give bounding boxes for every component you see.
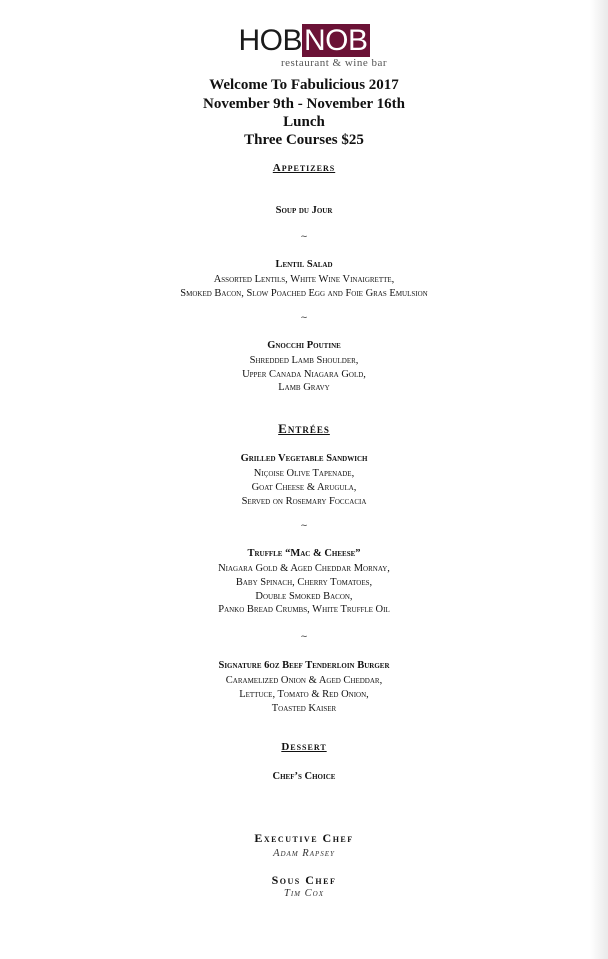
meal-type: Lunch bbox=[283, 114, 325, 130]
dish-desc: Niagara Gold & Aged Cheddar Mornay, bbox=[218, 563, 390, 574]
dish-desc: Lamb Gravy bbox=[278, 382, 330, 393]
dish-desc: Caramelized Onion & Aged Cheddar, bbox=[225, 675, 383, 686]
executive-chef-name: Adam Rapsey bbox=[273, 848, 335, 859]
dish-desc: Panko Bread Crumbs, White Truffle Oil bbox=[218, 604, 390, 615]
separator: ~ bbox=[300, 313, 308, 323]
dish-desc: Baby Spinach, Cherry Tomatoes, bbox=[235, 577, 373, 588]
dish-tenderloin-burger: Signature 6oz Beef Tenderloin Burger bbox=[218, 660, 390, 671]
dish-desc: Assorted Lentils, White Wine Vinaigrette, bbox=[213, 274, 395, 285]
dish-chefs-choice: Chef’s Choice bbox=[272, 771, 336, 782]
appetizers-heading: Appetizers bbox=[272, 162, 336, 174]
executive-chef-title: Executive Chef bbox=[254, 831, 354, 845]
separator: ~ bbox=[300, 632, 308, 642]
dish-desc: Double Smoked Bacon, bbox=[255, 591, 353, 602]
logo-nob: NOB bbox=[304, 24, 368, 57]
restaurant-logo bbox=[0, 26, 608, 69]
dish-grilled-vegetable-sandwich: Grilled Vegetable Sandwich bbox=[240, 453, 368, 464]
dish-lentil-salad: Lentil Salad bbox=[275, 259, 333, 270]
logo-wordmark bbox=[238, 26, 369, 56]
dish-desc: Lettuce, Tomato & Red Onion, bbox=[239, 689, 369, 700]
entrees-heading: Entrées bbox=[278, 421, 330, 436]
dish-desc: Upper Canada Niagara Gold, bbox=[242, 369, 366, 380]
event-title: Welcome To Fabulicious 2017 bbox=[209, 77, 399, 93]
dessert-heading: Dessert bbox=[281, 741, 327, 753]
dish-desc: Served on Rosemary Foccacia bbox=[241, 496, 367, 507]
dish-desc: Smoked Bacon, Slow Poached Egg and Foie Gras Emulsion bbox=[180, 288, 428, 299]
price-line: Three Courses $25 bbox=[244, 132, 364, 148]
event-dates: November 9th - November 16th bbox=[203, 96, 405, 112]
dish-desc: Toasted Kaiser bbox=[271, 703, 337, 714]
logo-subtitle: restaurant & wine bar bbox=[280, 57, 388, 69]
dish-truffle-mac-cheese: Truffle “Mac & Cheese” bbox=[247, 548, 361, 559]
dish-desc: Niçoise Olive Tapenade, bbox=[253, 468, 355, 479]
sous-chef-title: Sous Chef bbox=[271, 873, 337, 887]
dish-desc: Goat Cheese & Arugula, bbox=[251, 482, 357, 493]
dish-soup: Soup du Jour bbox=[275, 205, 333, 216]
dish-gnocchi-poutine: Gnocchi Poutine bbox=[267, 340, 341, 351]
logo-hob: HOB bbox=[238, 24, 302, 57]
separator: ~ bbox=[300, 521, 308, 531]
separator: ~ bbox=[300, 232, 308, 242]
dish-desc: Shredded Lamb Shoulder, bbox=[249, 355, 359, 366]
sous-chef-name: Tim Cox bbox=[284, 888, 324, 899]
